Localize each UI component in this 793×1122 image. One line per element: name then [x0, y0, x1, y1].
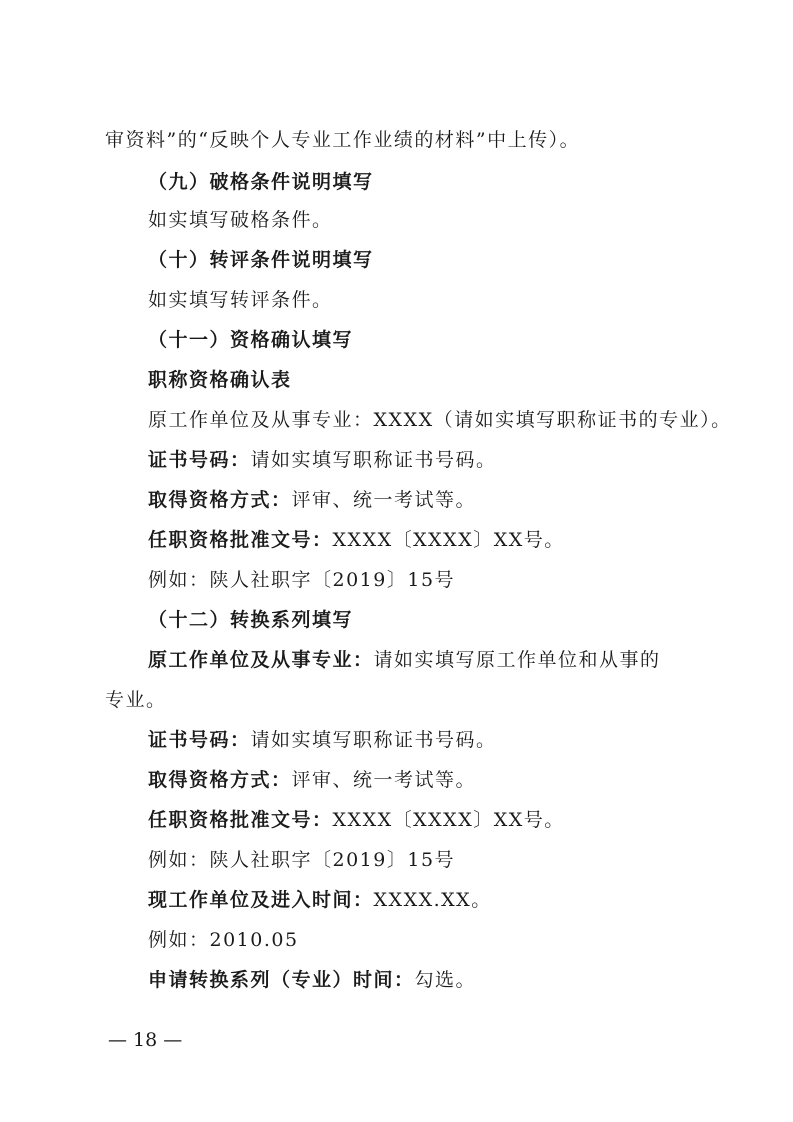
text-line — [148, 408, 732, 432]
field-value: XXXX.XX。 — [373, 889, 492, 911]
field-value: XXXX〔XXXX〕XX号。 — [332, 809, 565, 831]
field-label: 申请转换系列（专业）时间： — [148, 969, 415, 991]
field-line — [148, 968, 476, 992]
field-label: 现工作单位及进入时间： — [148, 889, 374, 911]
text-segment: 原工作单位及从事专业：XXXX（请如实填写职称证书的专业）。 — [148, 409, 732, 431]
section-heading — [148, 248, 374, 272]
field-value: 评审、统一考试等。 — [291, 769, 477, 791]
field-line — [148, 648, 661, 672]
field-line — [148, 448, 497, 472]
field-value: 请如实填写职称证书号码。 — [250, 729, 497, 751]
text-segment: 如实填写破格条件。 — [148, 209, 333, 231]
field-value: 评审、统一考试等。 — [291, 489, 477, 511]
text-segment: 例如：陕人社职字〔2019〕15号 — [148, 569, 456, 591]
field-line — [148, 528, 565, 552]
field-value: 请如实填写职称证书号码。 — [250, 449, 497, 471]
text-segment: 专业。 — [105, 689, 167, 711]
field-line — [148, 808, 565, 832]
text-line — [105, 688, 167, 712]
field-label: 取得资格方式： — [148, 769, 292, 791]
field-value: XXXX〔XXXX〕XX号。 — [332, 529, 565, 551]
section-heading — [148, 328, 353, 352]
text-line — [148, 288, 333, 312]
text-line — [105, 128, 580, 152]
field-value: 勾选。 — [414, 969, 477, 991]
page-number: — 18 — — [108, 1029, 183, 1051]
heading-text: （九）破格条件说明填写 — [148, 171, 374, 193]
field-line — [148, 728, 497, 752]
heading-text: （十）转评条件说明填写 — [148, 249, 374, 271]
text-segment: 例如：陕人社职字〔2019〕15号 — [148, 849, 456, 871]
field-line — [148, 488, 476, 512]
text-segment: 审资料”的“反映个人专业工作业绩的材料”中上传）。 — [105, 129, 581, 151]
field-line — [148, 888, 492, 912]
section-heading — [148, 170, 374, 194]
example-line — [148, 848, 455, 872]
field-label: 取得资格方式： — [148, 489, 292, 511]
text-line — [148, 208, 333, 232]
heading-text: （十一）资格确认填写 — [148, 329, 354, 351]
field-label: 证书号码： — [148, 449, 251, 471]
field-label: 证书号码： — [148, 729, 251, 751]
section-heading — [148, 608, 353, 632]
example-line — [148, 928, 299, 952]
field-line — [148, 768, 476, 792]
field-value: 请如实填写原工作单位和从事的 — [373, 649, 661, 671]
heading-text: （十二）转换系列填写 — [148, 609, 354, 631]
text-segment: 例如：2010.05 — [148, 929, 299, 951]
field-label: 任职资格批准文号： — [148, 529, 333, 551]
text-segment: 如实填写转评条件。 — [148, 289, 333, 311]
example-line — [148, 568, 455, 592]
field-label: 任职资格批准文号： — [148, 809, 333, 831]
field-label: 原工作单位及从事专业： — [148, 649, 374, 671]
heading-text: 职称资格确认表 — [148, 369, 292, 391]
sub-heading — [148, 368, 292, 392]
